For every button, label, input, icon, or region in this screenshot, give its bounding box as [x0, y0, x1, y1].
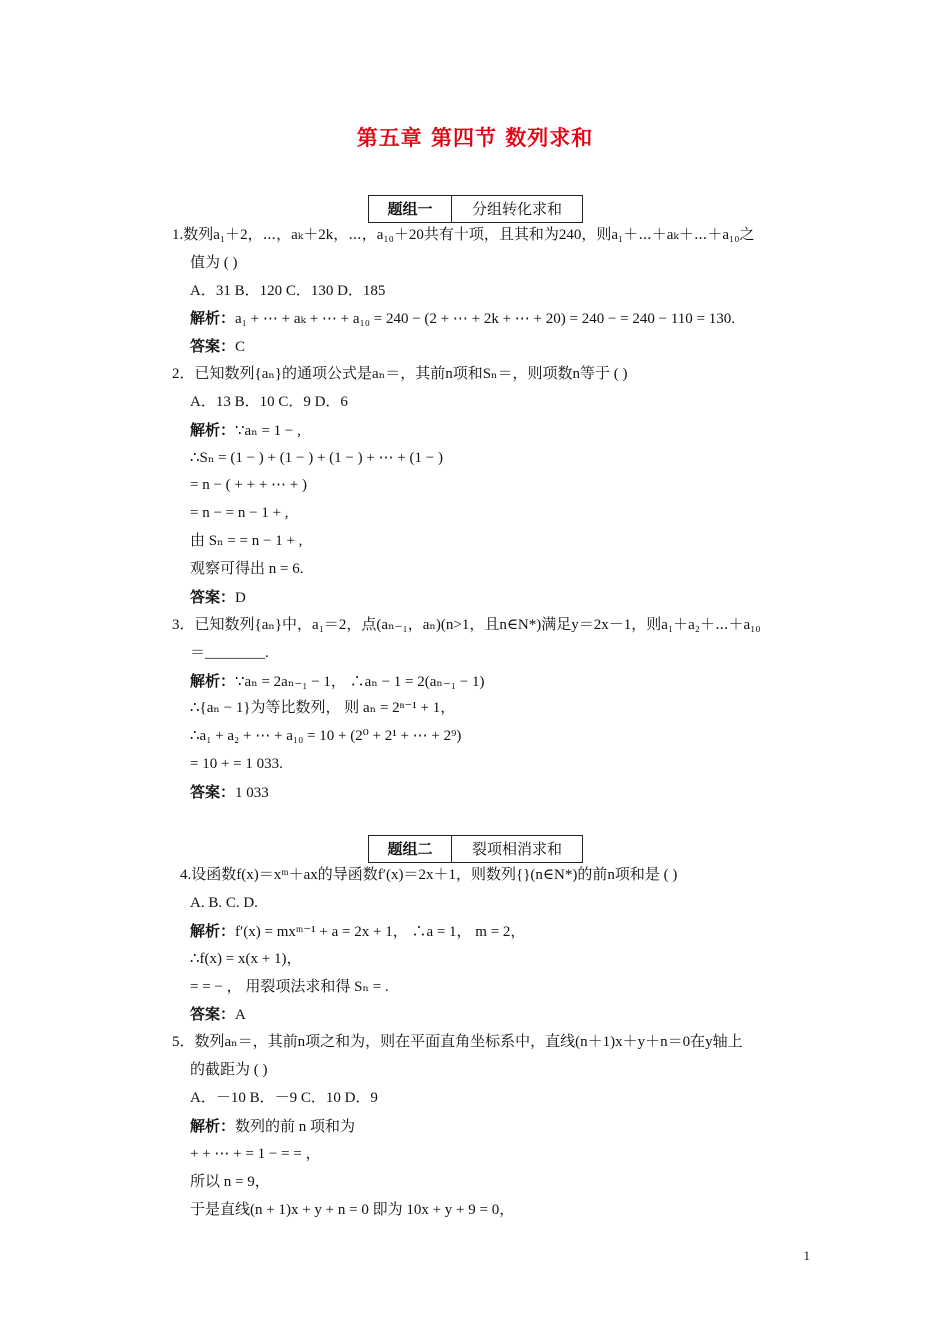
text-line: 所以 n = 9，: [190, 1174, 270, 1190]
analysis-line: 解析：∵aₙ = 2aₙ₋₁ − 1， ∴aₙ − 1 = 2(aₙ₋₁ − 1): [190, 672, 485, 690]
text-line: ＝________.: [190, 645, 269, 661]
analysis-line: 解析：∵aₙ = 1 − ,: [190, 421, 301, 439]
answer-options: A. B. C. D.: [190, 895, 258, 911]
group-label: 题组一: [369, 196, 452, 222]
text-line: ∴Sₙ = (1 − ) + (1 − ) + (1 − ) + ⋯ + (1 − ): [190, 450, 443, 466]
answer-options: A．－10 B．－9 C．10 D．9: [190, 1090, 378, 1106]
text-line: + + ⋯ + = 1 − = = ，: [190, 1146, 321, 1162]
group-topic: 分组转化求和: [471, 200, 562, 218]
group-label: 题组二: [369, 836, 452, 862]
group-header-2: [368, 835, 583, 863]
text-line: 5．数列aₙ＝，其前n项之和为，则在平面直角坐标系中，直线(n＋1)x＋y＋n＝0在y轴上: [172, 1034, 743, 1050]
answer-options: A．13 B．10 C．9 D．6: [190, 394, 348, 410]
text-line: 4.设函数f(x)＝xᵐ＋ax的导函数f′(x)＝2x＋1，则数列{}(n∈N*)的前n项和是 ( ): [180, 867, 678, 883]
page-title: 第五章 第四节 数列求和: [356, 125, 594, 150]
answer-line: 答案：D: [190, 588, 246, 606]
text-line: = n − ( + + + ⋯ + ): [190, 477, 307, 493]
analysis-line: 解析：f′(x) = mxᵐ⁻¹ + a = 2x + 1， ∴a = 1， m = 2，: [190, 922, 526, 940]
answer-line: 答案：A: [190, 1005, 246, 1023]
page-number: 1: [803, 1248, 810, 1263]
text-line: 值为 ( ): [190, 255, 238, 271]
answer-line: 答案：C: [190, 337, 246, 355]
answer-line: 答案：1 033: [190, 783, 269, 801]
text-line: 的截距为 ( ): [190, 1062, 268, 1078]
text-line: 3．已知数列{aₙ}中，a₁＝2，点(aₙ₋₁，aₙ)(n>1，且n∈N*)满足y＝2x－1，则a₁＋a₂＋⋯＋a₁₀: [172, 617, 761, 633]
group-header-1: [368, 195, 583, 223]
text-line: ∴f(x) = x(x + 1)，: [190, 951, 302, 967]
text-line: ∴a₁ + a₂ + ⋯ + a₁₀ = 10 + (2⁰ + 2¹ + ⋯ + 2⁹): [190, 728, 462, 744]
group-topic: 裂项相消求和: [471, 840, 562, 858]
analysis-line: 解析：a₁ + ⋯ + aₖ + ⋯ + a₁₀ = 240 − (2 + ⋯ + 2k + ⋯ + 20) = 240 − = 240 − 110 = 130.: [190, 309, 735, 327]
answer-options: A．31 B．120 C．130 D．185: [190, 283, 386, 299]
text-line: = 10 + = 1 033.: [190, 756, 283, 772]
text-line: 观察可得出 n = 6.: [190, 561, 304, 577]
text-line: 2．已知数列{aₙ}的通项公式是aₙ＝，其前n项和Sₙ＝，则项数n等于 ( ): [172, 366, 628, 382]
text-line: 由 Sₙ = = n − 1 + ,: [190, 533, 303, 549]
text-line: = = − ， 用裂项法求和得 Sₙ = .: [190, 979, 389, 995]
text-line: = n − = n − 1 + ,: [190, 505, 289, 521]
analysis-line: 解析：数列的前 n 项和为: [190, 1117, 356, 1135]
text-line: ∴{aₙ − 1}为等比数列， 则 aₙ = 2ⁿ⁻¹ + 1，: [190, 700, 456, 716]
text-line: 于是直线(n + 1)x + y + n = 0 即为 10x + y + 9 = 0，: [190, 1202, 515, 1218]
text-line: 1.数列a₁＋2，⋯，aₖ＋2k，⋯，a₁₀＋20共有十项，且其和为240，则a₁＋⋯＋aₖ＋⋯＋a₁₀之: [172, 227, 755, 243]
